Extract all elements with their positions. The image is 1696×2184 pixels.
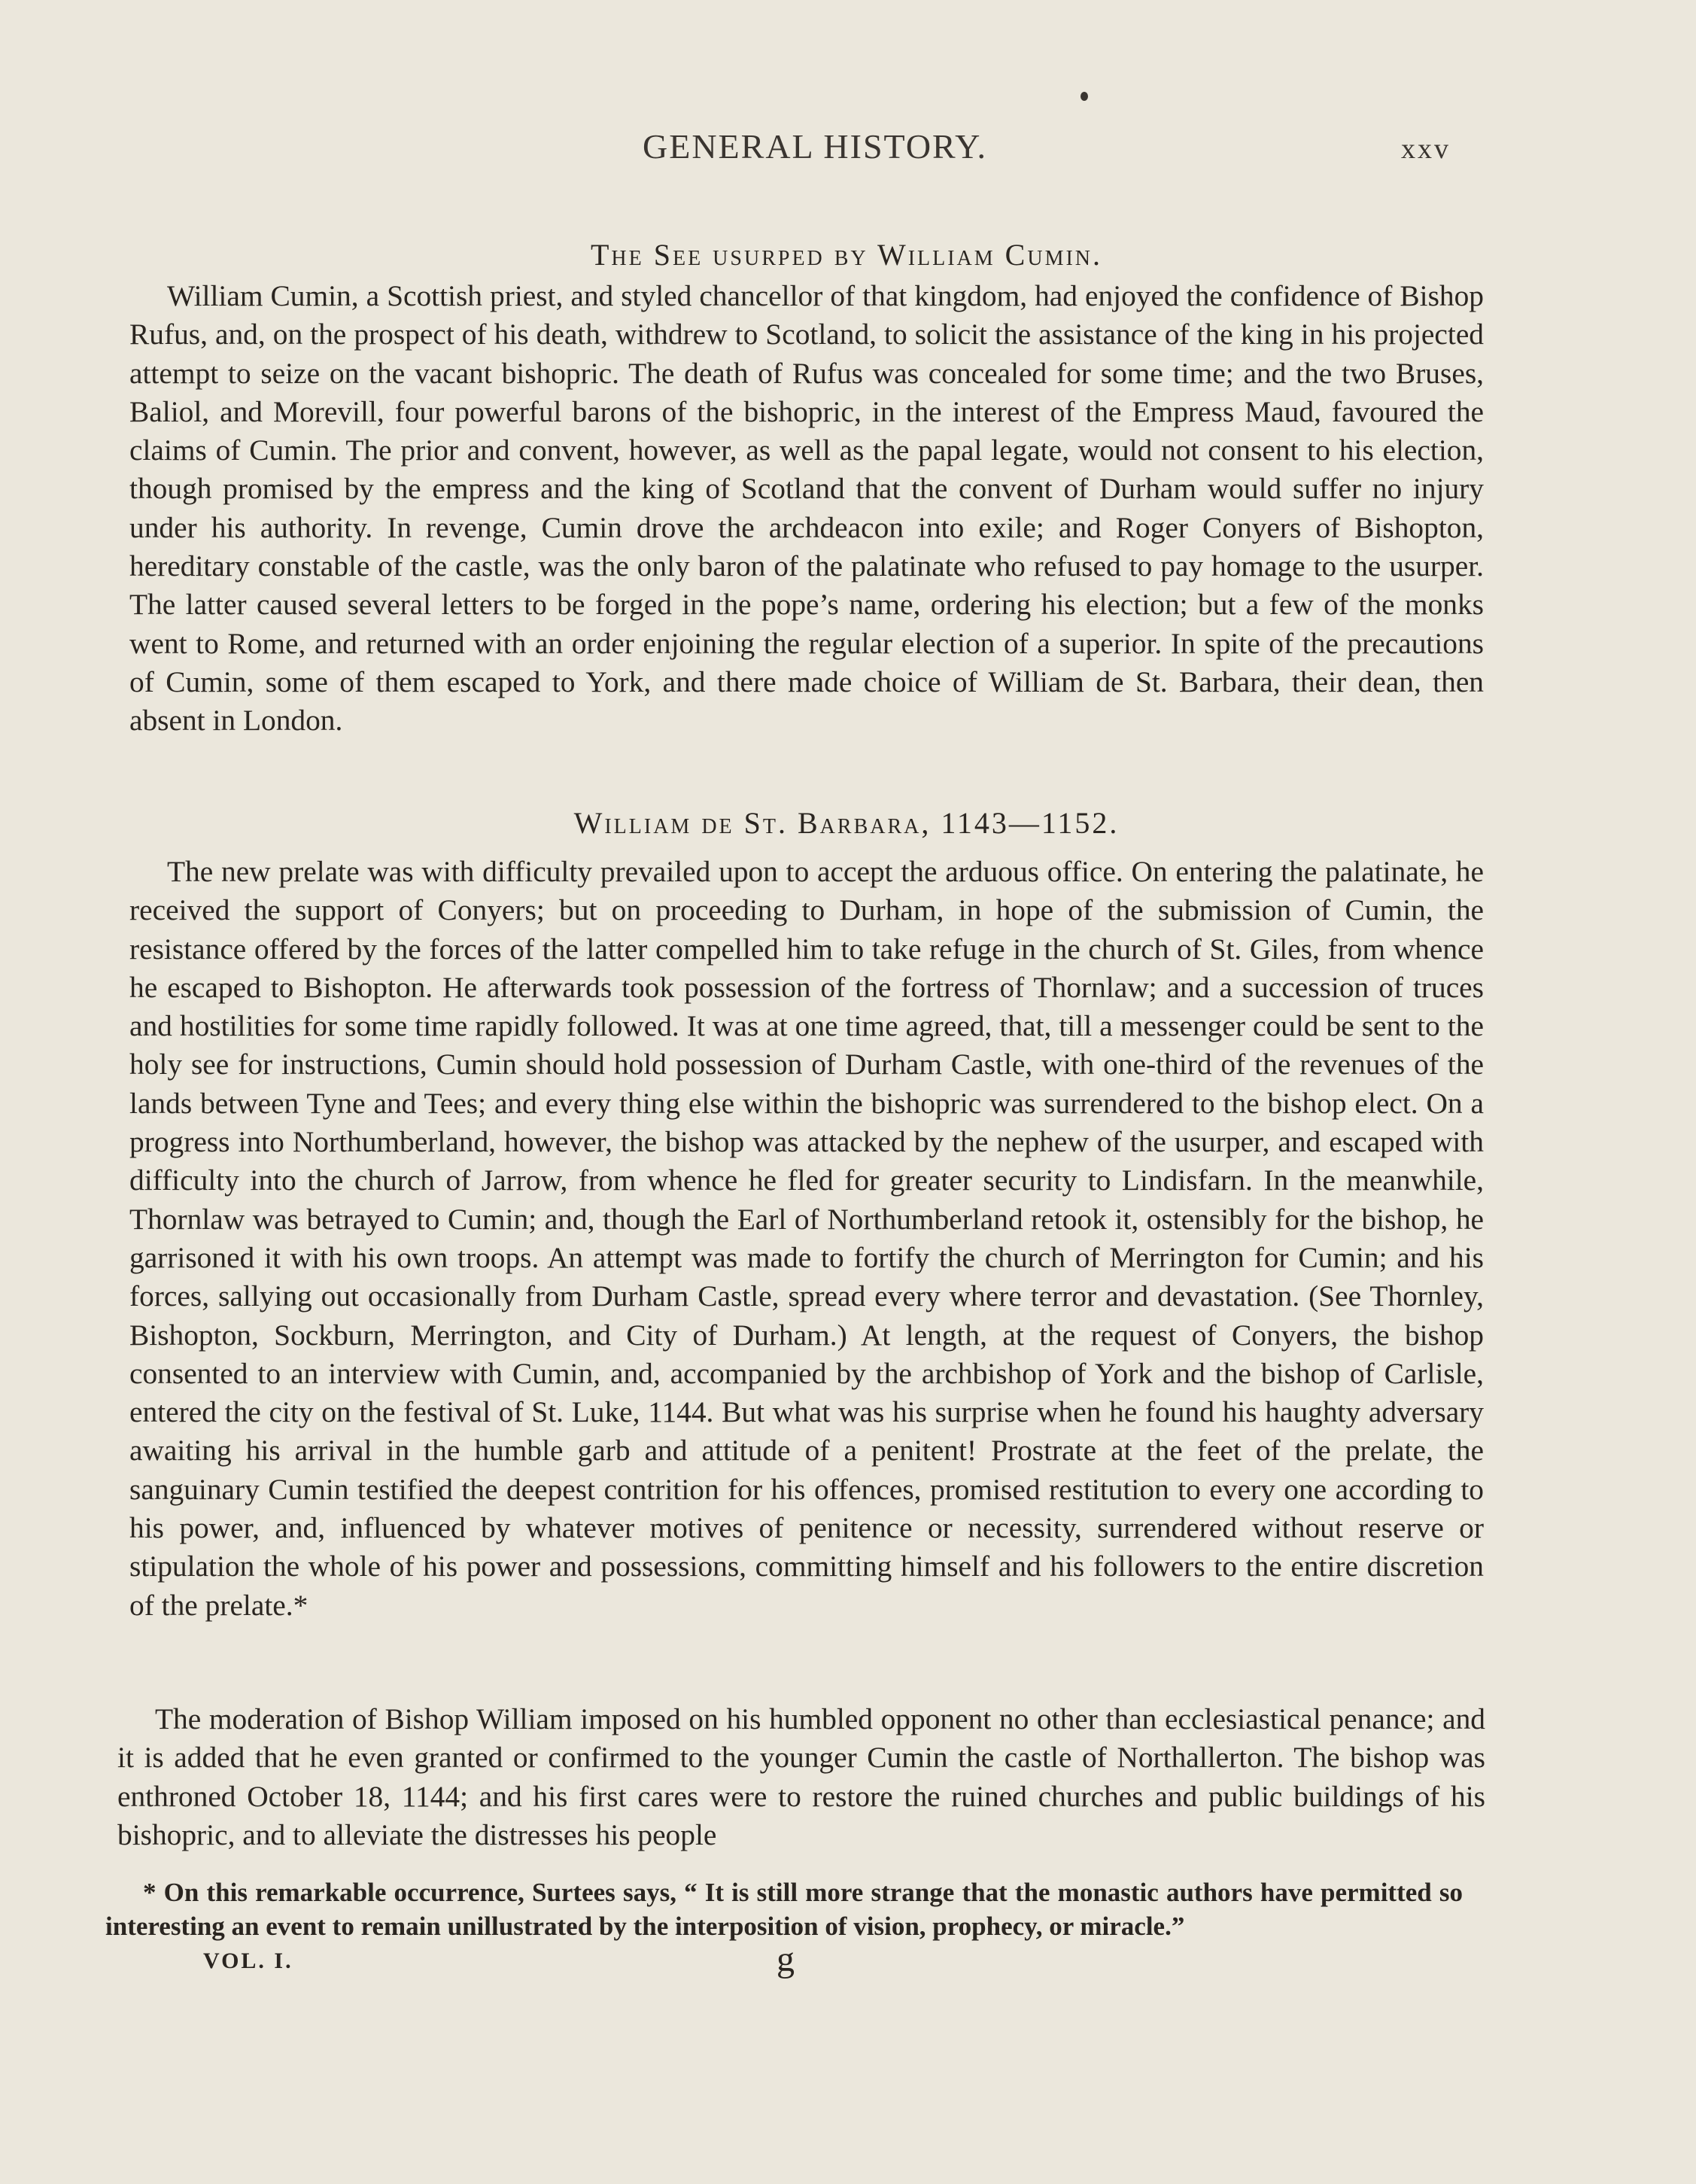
footnote: * On this remarkable occurrence, Surtees says, “ It is still more strange that the monastic authors have permitted so interesting an event to remain unillustrated by the interposition of vision, prophecy, or miracle.” — [105, 1878, 1463, 1941]
ink-dot — [1081, 92, 1088, 101]
section-heading-cumin: The See usurped by William Cumin. — [590, 238, 1103, 272]
paragraph-st-barbara-2: The moderation of Bishop William imposed on his humbled opponent no other than ecclesiastical penance; and it is added that he even granted or confirmed to the younger Cumin the castle of Northallerton. The bishop was enthroned October 18, 1144; and his first cares were to restore the ruined churches and public buildings of his bishopric, and to alleviate the distresses his people — [117, 1702, 1485, 1851]
page-number: xxv — [1401, 133, 1451, 165]
section-heading-st-barbara: William de St. Barbara, 1143—1152. — [573, 806, 1120, 840]
running-head: GENERAL HISTORY. — [643, 127, 987, 166]
paragraph-st-barbara-1: The new prelate was with difficulty prevailed upon to accept the arduous office. On entering the palatinate, he received the support of Conyers; but on proceeding to Durham, in hope of the submission of Cumin, the resistance offered by the forces of the latter compelled him to take refuge in the church of St. Giles, from whence he escaped to Bishopton. He afterwards took possession of the fortress of Thornlaw; and a succession of truces and hostilities for some time rapidly followed. It was at one time agreed, that, till a messenger could be sent to the holy see for instructions, Cumin should hold possession of Durham Castle, with one-third of the revenues of the lands between Tyne and Tees; and every thing else within the bishopric was surrendered to the bishop elect. On a progress into Northumberland, however, the bishop was attacked by the nephew of the usurper, and escaped with difficulty into the church of Jarrow, from whence he fled for greater security to Lindisfarn. In the meanwhile, Thornlaw was betrayed to Cumin; and, though the Earl of Northumberland retook it, ostensibly for the bishop, he garrisoned it with his own troops. An attempt was made to fortify the church of Merrington for Cumin; and his forces, sallying out occasionally from Durham Castle, spread every where terror and devastation. (See Thornley, Bishopton, Sockburn, Merrington, and City of Durham.) At length, at the request of Conyers, the bishop consented to an interview with Cumin, and, accompanied by the archbishop of York and the bishop of Carlisle, entered the city on the festival of St. Luke, 1144. But what was his surprise when he found his haughty adversary awaiting his arrival in the humble garb and attitude of a penitent! Prostrate at the feet of the prelate, the sanguinary Cumin testified the deepest contrition for his offences, promised restitution to every one according to his power, and, influenced by whatever motives of penitence or necessity, surrendered without reserve or stipulation the whole of his power and possessions, committing himself and his followers to the entire discretion of the prelate.* — [129, 855, 1484, 1622]
signature-mark: g — [777, 1939, 795, 1979]
paragraph-cumin: William Cumin, a Scottish priest, and styled chancellor of that kingdom, had enjoyed the confidence of Bishop Rufus, and, on the prospect of his death, withdrew to Scotland, to solicit the assistance of the king in his projected attempt to seize on the vacant bishopric. The death of Rufus was concealed for some time; and the two Bruses, Baliol, and Morevill, four powerful barons of the bishopric, in the interest of the Empress Maud, favoured the claims of Cumin. The prior and convent, however, as well as the papal legate, would not consent to his election, though promised by the empress and the king of Scotland that the convent of Durham would suffer no injury under his authority. In revenge, Cumin drove the archdeacon into exile; and Roger Conyers of Bishopton, hereditary constable of the castle, was the only baron of the palatinate who refused to pay homage to the usurper. The latter caused several letters to be forged in the pope’s name, ordering his election; but a few of the monks went to Rome, and returned with an order enjoining the regular election of a superior. In spite of the precautions of Cumin, some of them escaped to York, and there made choice of William de St. Barbara, their dean, then absent in London. — [129, 279, 1484, 738]
volume-label: VOL. I. — [203, 1948, 293, 1973]
